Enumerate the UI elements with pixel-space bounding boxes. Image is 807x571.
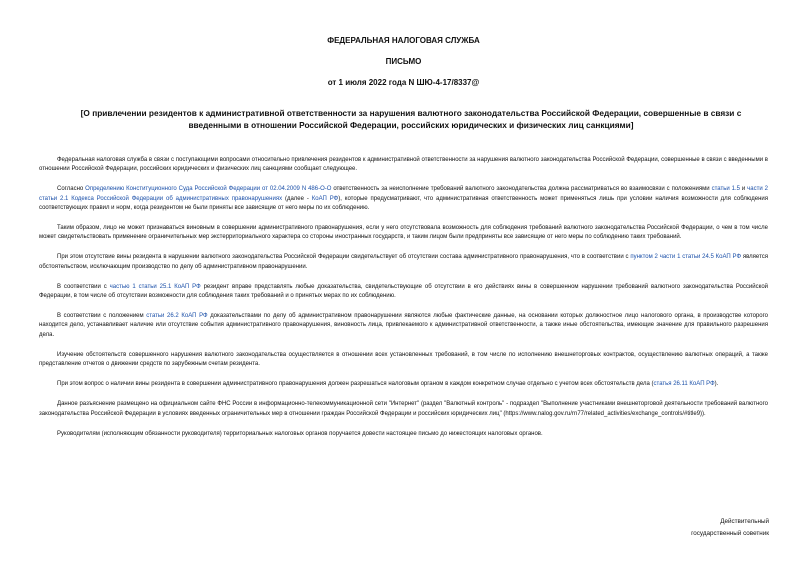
text-span: При этом вопрос о наличии вины резидента в совершении административного правонарушения должен разрешаться налоговым органом в каждом конкретном случае отдельно с учетом всех обстоятельств дела ( (57, 381, 654, 388)
paragraph-5 (39, 283, 768, 301)
paragraph-2 (39, 185, 768, 213)
link-constitutional-court-ruling[interactable]: Определению Конституционного Суда Российской Федерации от 02.04.2009 N 486-О-О (85, 186, 332, 193)
paragraph-3: Таким образом, лицо не может признаваться виновным в совершении административного правонарушения, если у него отсутствовала возможность для соблюдения требований валютного законодательства Российской Федерации, о чем в том числе может свидетельствовать применение ограничительных мер экстерриториального характера со стороны иностранных государств, и таким лицом были предприняты все зависящие от него меры по соблюдению таких требований. (39, 225, 768, 241)
text-span: ). (714, 381, 719, 388)
text-span: При этом отсутствие вины резидента в нарушении валютного законодательства Российской Федерации свидетельствует об отсутствии состава административного правонарушения, что в соответствии с (57, 254, 631, 261)
signature-line-1: Действительный (720, 518, 769, 525)
paragraph-8 (39, 380, 768, 389)
text-span: доказательствами по делу об административном правонарушении являются любые фактические данные, на основании которых должностное лицо налогового органа, в производстве которого находится дело, устанавливает наличие или отсутствие события административного правонарушения, виновность лица, привлекаемого к административной ответственности, а также иные обстоятельства, имеющие значение для правильного разрешения дела. (39, 313, 768, 338)
text-span: и (739, 186, 748, 193)
text-span: Согласно (57, 186, 86, 193)
link-article-24-5[interactable]: пунктом 2 части 1 статьи 24.5 КоАП РФ (630, 254, 742, 261)
document-type: ПИСЬМО (385, 57, 422, 66)
text-span: резидент вправе представлять любые доказательства, свидетельствующие об отсутствии в его действиях вины в совершенном нарушении требований валютного законодательства Российской Федерации, в том числе об отсутствии возможности для соблюдения таких требований и о принятых мерах по их соблюдению. (39, 283, 769, 300)
document-subject: [О привлечении резидентов к административной ответственности за нарушения валютного законодательства Российской Федерации, совершенные в связи с введенными в отношении Российской Федерации, российских юридических и физических лиц санкциями] (80, 108, 742, 130)
agency-name: ФЕДЕРАЛЬНАЯ НАЛОГОВАЯ СЛУЖБА (327, 36, 480, 45)
text-span: является обстоятельством, исключающим производство по делу об административном правонарушении. (39, 254, 768, 270)
paragraph-10: Руководителям (исполняющим обязанности руководителя) территориальных налоговых органов поручается довести настоящее письмо до нижестоящих налоговых органов. (57, 430, 543, 437)
paragraph-1: Федеральная налоговая служба в связи с поступающими вопросами относительно привлечения резидентов к административной ответственности за нарушения валютного законодательства Российской Федерации, совершенные в связи с введенными в отношении Российской Федерации, российских юридических и физических лиц санкциями сообщает следующее. (39, 157, 768, 173)
link-article-1-5[interactable]: статьи 1.5 (711, 186, 740, 193)
document-date-number: от 1 июля 2022 года N ШЮ-4-17/8337@ (327, 78, 480, 87)
text-span: ), которые предусматривают, что административная ответственность может применяться лишь при условии наличия возможности для соблюдения соответствующих правил и норм, когда резидентом не были приняты все зависящие от него меры по их соблюдению. (39, 195, 768, 211)
link-article-26-2[interactable]: статьи 26.2 КоАП РФ (146, 313, 208, 320)
link-koap-rf[interactable]: КоАП РФ (311, 195, 339, 202)
paragraph-4 (39, 253, 768, 271)
signature-line-2: государственный советник (691, 530, 769, 537)
link-article-26-11[interactable]: статья 26.11 КоАП РФ (653, 381, 715, 388)
signature-block (691, 516, 769, 540)
link-article-2-1-koap[interactable]: части 2 статьи 2.1 Кодекса Российской Федерации об административных правонарушениях (39, 186, 768, 202)
text-span: ответственность за неисполнение требований валютного законодательства должна рассматриваться во взаимосвязи с положениями (331, 186, 712, 193)
text-span: В соответствии с (57, 283, 110, 290)
text-span: (далее - (282, 195, 312, 202)
paragraph-6 (39, 312, 768, 340)
paragraph-7: Изучение обстоятельств совершенного нарушения валютного законодательства осуществляется в отношении всех установленных требований, в том числе по исполнению внешнеторговых контрактов, осуществлению валютных операций, а также представление отчетов о движении средств по зарубежным счетам резидента. (39, 351, 768, 368)
paragraph-9: Данное разъяснение размещено на официальном сайте ФНС России в информационно-телекоммуникационной сети "Интернет" (раздел "Валютный контроль" - подраздел "Выполнение участниками внешнеторговой деятельности требований валютного законодательства Российской Федерации в условиях введенных ограничительных мер в отношении граждан Российской Федерации и российских юридических лиц" (https://www.nalog.gov.ru/rn77/related_activities/exchange_controls/#title9)). (39, 401, 768, 417)
link-article-25-1[interactable]: частью 1 статьи 25.1 КоАП РФ (109, 283, 201, 290)
document-body (39, 156, 768, 450)
text-span: В соответствии с положением (57, 313, 147, 320)
